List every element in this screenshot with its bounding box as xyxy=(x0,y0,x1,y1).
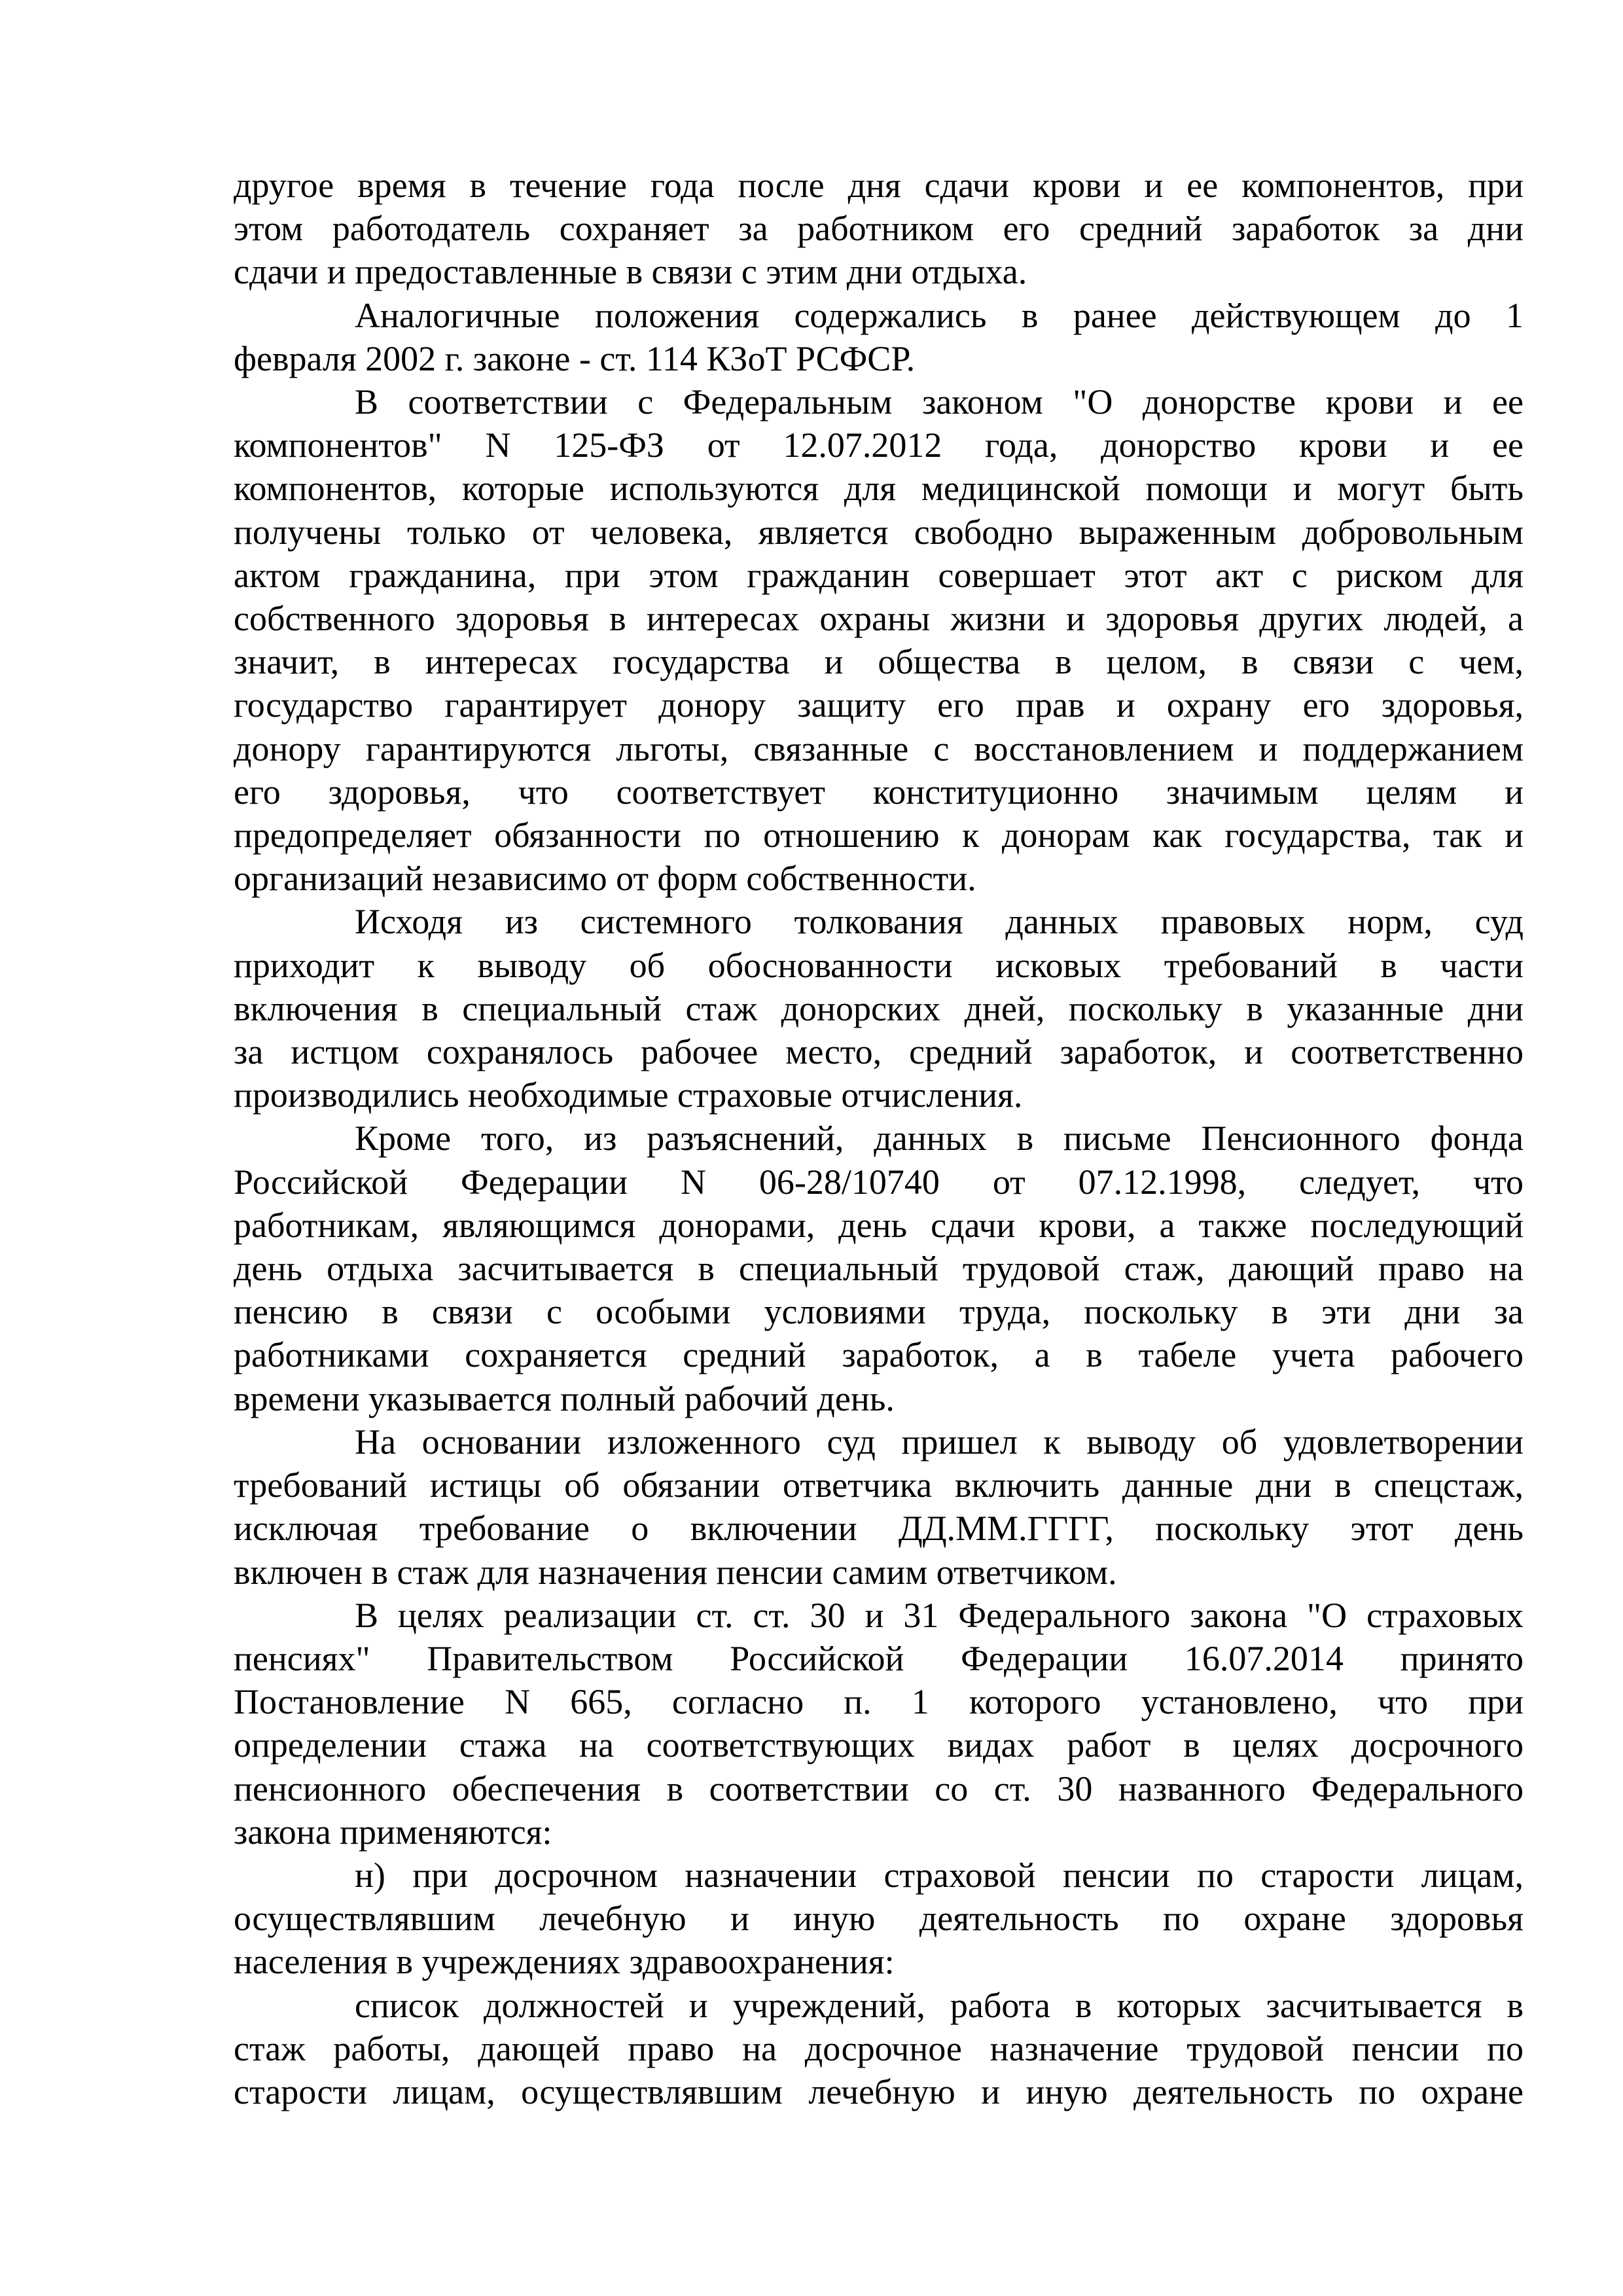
text-line: В соответствии с Федеральным законом "О донорстве крови и ее xyxy=(355,382,1524,422)
text-line: февраля 2002 г. законе - ст. 114 КЗоТ РСФСР. xyxy=(234,338,916,378)
text-line: стаж работы, дающей право на досрочное назначение трудовой пенсии по xyxy=(234,2028,1524,2068)
paragraph-9 xyxy=(234,1984,1524,2114)
text-line: пенсиях" Правительством Российской Федерации 16.07.2014 принято xyxy=(234,1638,1524,1678)
text-line: Аналогичные положения содержались в ранее действующем до 1 xyxy=(355,295,1524,335)
paragraph-2 xyxy=(234,294,1524,380)
text-line: значит, в интересах государства и общества в целом, в связи с чем, xyxy=(234,642,1524,682)
text-line: предопределяет обязанности по отношению к донорам как государства, так и xyxy=(234,816,1524,855)
text-block xyxy=(234,164,1524,2113)
text-line: требований истицы об обязании ответчика включить данные дни в спецстаж, xyxy=(234,1465,1524,1505)
text-line: включения в специальный стаж донорских дней, поскольку в указанные дни xyxy=(234,988,1524,1028)
text-line: закона применяются: xyxy=(234,1812,552,1852)
paragraph-6 xyxy=(234,1420,1524,1594)
paragraph-1 xyxy=(234,164,1524,294)
paragraph-4 xyxy=(234,900,1524,1117)
text-line: На основании изложенного суд пришел к выводу об удовлетворении xyxy=(355,1422,1524,1462)
text-line: приходит к выводу об обоснованности исковых требований в части xyxy=(234,945,1524,985)
text-line: н) при досрочном назначении страховой пенсии по старости лицам, xyxy=(355,1855,1524,1895)
text-line: государство гарантирует донору защиту его прав и охрану его здоровья, xyxy=(234,685,1524,725)
paragraph-7 xyxy=(234,1594,1524,1854)
text-line: Постановление N 665, согласно п. 1 которого установлено, что при xyxy=(234,1682,1524,1722)
text-line: времени указывается полный рабочий день. xyxy=(234,1378,895,1418)
text-line: Российской Федерации N 06-28/10740 от 07.12.1998, следует, что xyxy=(234,1162,1524,1202)
text-line: организаций независимо от форм собственности. xyxy=(234,859,976,899)
text-line: В целях реализации ст. ст. 30 и 31 Федерального закона "О страховых xyxy=(355,1595,1524,1635)
text-line: компонентов, которые используются для медицинской помощи и могут быть xyxy=(234,469,1524,509)
text-line: населения в учреждениях здравоохранения: xyxy=(234,1942,895,1982)
text-line: его здоровья, что соответствует конституционно значимым целям и xyxy=(234,772,1524,812)
paragraph-3 xyxy=(234,380,1524,900)
paragraph-8 xyxy=(234,1854,1524,1984)
text-line: осуществлявшим лечебную и иную деятельность по охране здоровья xyxy=(234,1899,1524,1939)
text-line: работникам, являющимся донорами, день сдачи крови, а также последующий xyxy=(234,1205,1524,1245)
text-line: за истцом сохранялось рабочее место, средний заработок, и соответственно xyxy=(234,1032,1524,1072)
text-line: работниками сохраняется средний заработок, а в табеле учета рабочего xyxy=(234,1335,1524,1375)
text-line: этом работодатель сохраняет за работником его средний заработок за дни xyxy=(234,209,1524,249)
text-line: пенсию в связи с особыми условиями труда, поскольку в эти дни за xyxy=(234,1292,1524,1332)
text-line: старости лицам, осуществлявшим лечебную и иную деятельность по охране xyxy=(234,2072,1524,2111)
text-line: включен в стаж для назначения пенсии самим ответчиком. xyxy=(234,1552,1117,1592)
text-line: определении стажа на соответствующих видах работ в целях досрочного xyxy=(234,1725,1524,1765)
paragraph-5 xyxy=(234,1117,1524,1420)
text-line: день отдыха засчитывается в специальный трудовой стаж, дающий право на xyxy=(234,1249,1524,1289)
text-line: собственного здоровья в интересах охраны жизни и здоровья других людей, а xyxy=(234,599,1524,639)
text-line: список должностей и учреждений, работа в которых засчитывается в xyxy=(355,1985,1524,2025)
text-line: пенсионного обеспечения в соответствии со ст. 30 названного Федерального xyxy=(234,1768,1524,1808)
text-line: получены только от человека, является свободно выраженным добровольным xyxy=(234,512,1524,552)
text-line: производились необходимые страховые отчисления. xyxy=(234,1075,1023,1115)
text-line: компонентов" N 125-ФЗ от 12.07.2012 года, донорство крови и ее xyxy=(234,425,1524,465)
text-line: донору гарантируются льготы, связанные с восстановлением и поддержанием xyxy=(234,728,1524,768)
text-line: Кроме того, из разъяснений, данных в письме Пенсионного фонда xyxy=(355,1119,1524,1158)
text-line: исключая требование о включении ДД.ММ.ГГГГ, поскольку этот день xyxy=(234,1509,1524,1549)
text-line: Исходя из системного толкования данных правовых норм, суд xyxy=(355,902,1524,942)
text-line: актом гражданина, при этом гражданин совершает этот акт с риском для xyxy=(234,555,1524,595)
text-line: другое время в течение года после дня сдачи крови и ее компонентов, при xyxy=(234,166,1524,205)
text-line: сдачи и предоставленные в связи с этим дни отдыха. xyxy=(234,252,1027,292)
